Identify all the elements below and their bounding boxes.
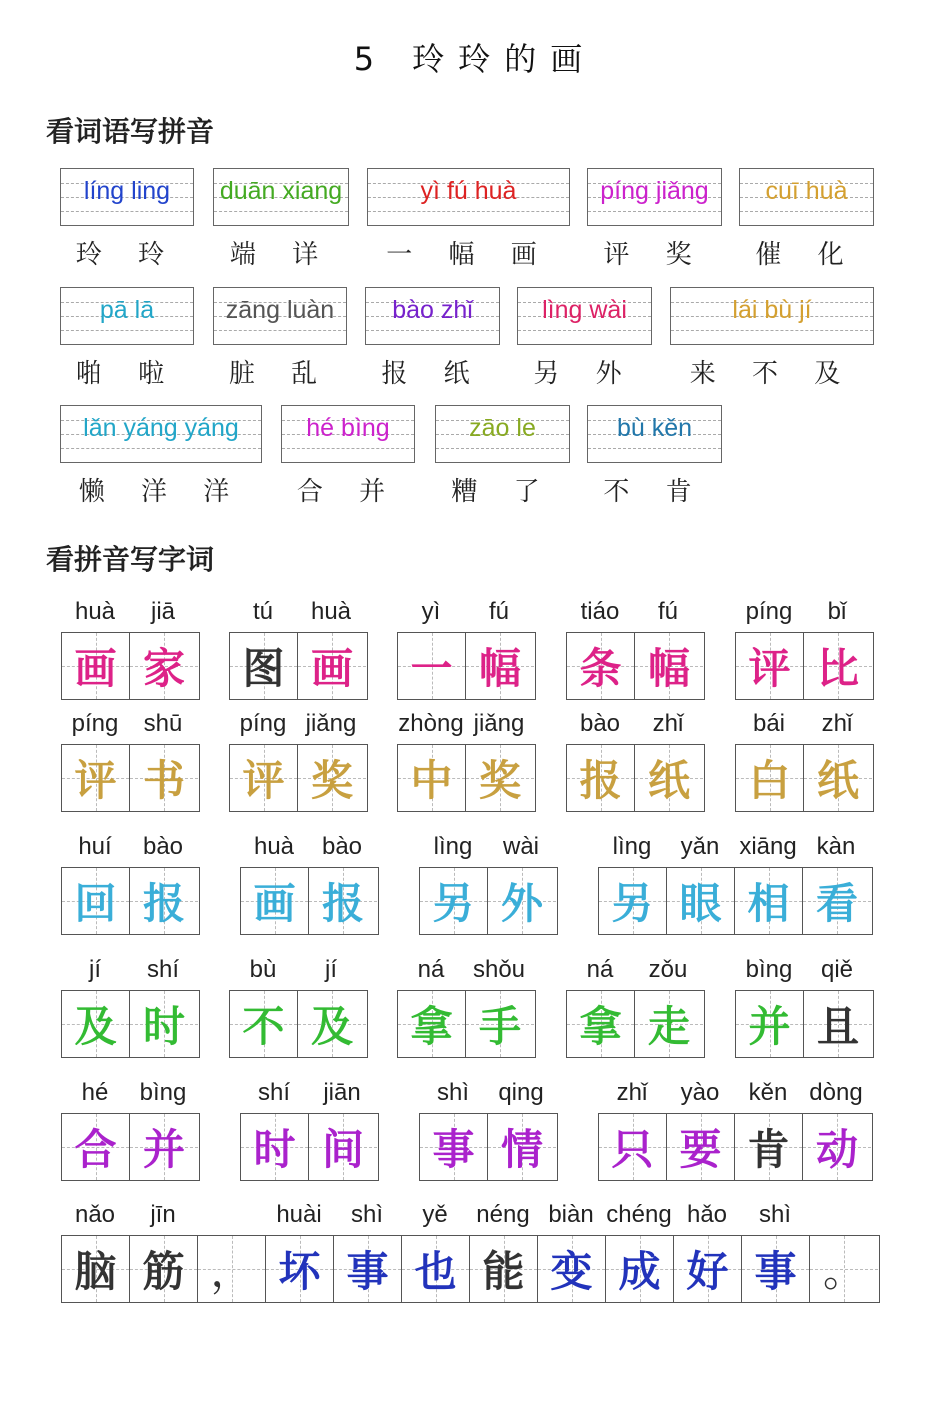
character-grid[interactable] xyxy=(229,632,368,700)
pinyin-answer-box[interactable] xyxy=(435,405,570,463)
written-character: 眼 xyxy=(679,879,722,928)
written-character: 脑 xyxy=(74,1247,117,1296)
character-cell[interactable] xyxy=(466,991,534,1057)
written-character: 家 xyxy=(142,644,185,693)
vocab-word: 另 外 xyxy=(533,359,636,389)
pinyin-answer-box[interactable] xyxy=(213,287,347,345)
pinyin-label: zhǐ xyxy=(821,710,853,737)
character-cell[interactable] xyxy=(230,633,298,699)
pinyin-answer: hé bìng xyxy=(306,414,390,442)
written-character: 并 xyxy=(142,1125,185,1174)
pinyin-answer: lìng wài xyxy=(542,296,627,324)
pinyin-answer: líng ling xyxy=(83,177,171,205)
pinyin-label: píng xyxy=(745,598,793,625)
pinyin-label: qiě xyxy=(820,956,854,983)
pinyin-answer-box[interactable] xyxy=(587,168,722,226)
written-character: ， xyxy=(210,1247,253,1296)
character-cell[interactable] xyxy=(736,633,804,699)
vocab-word: 来 不 及 xyxy=(689,359,855,389)
vocab-word: 催 化 xyxy=(755,240,858,270)
pinyin-answer: bù kěn xyxy=(616,414,693,442)
written-character: 情 xyxy=(500,1125,543,1174)
pinyin-answer: pā lā xyxy=(99,296,155,324)
character-grid[interactable] xyxy=(61,744,200,812)
written-character: 另 xyxy=(432,879,475,928)
pinyin-answer: bào zhǐ xyxy=(392,296,473,324)
character-cell[interactable] xyxy=(309,868,377,934)
written-character: 肯 xyxy=(747,1125,790,1174)
character-grid[interactable] xyxy=(61,632,200,700)
character-cell[interactable] xyxy=(398,745,466,811)
written-character: 画 xyxy=(253,879,296,928)
pinyin-answer: lái bù jí xyxy=(732,296,812,324)
pinyin-answer: píng jiǎng xyxy=(600,177,709,205)
pinyin-label: bù xyxy=(249,956,277,983)
character-cell[interactable] xyxy=(803,1114,871,1180)
pinyin-label: lìng xyxy=(433,833,473,860)
written-character: 奖 xyxy=(310,756,353,805)
character-cell[interactable] xyxy=(803,868,871,934)
character-grid[interactable] xyxy=(229,744,368,812)
character-grid[interactable] xyxy=(419,867,558,935)
written-character: 成 xyxy=(618,1247,661,1296)
character-cell[interactable] xyxy=(402,1236,470,1302)
section-heading-write-words: 看拼音写字词 xyxy=(46,543,215,576)
pinyin-answer-box[interactable] xyxy=(670,287,874,345)
written-character: 拿 xyxy=(579,1002,622,1051)
character-grid[interactable] xyxy=(61,1113,200,1181)
character-cell[interactable] xyxy=(130,633,198,699)
section-heading-read-words: 看词语写拼音 xyxy=(46,115,215,148)
character-cell[interactable] xyxy=(62,1114,130,1180)
character-grid[interactable] xyxy=(419,1113,558,1181)
character-cell[interactable] xyxy=(130,1114,198,1180)
character-grid[interactable] xyxy=(397,990,536,1058)
written-character: 变 xyxy=(550,1247,593,1296)
character-cell[interactable] xyxy=(635,991,703,1057)
written-character: 能 xyxy=(482,1247,525,1296)
written-character: 筋 xyxy=(142,1247,185,1296)
character-cell[interactable] xyxy=(420,868,488,934)
pinyin-label: nǎo xyxy=(74,1201,116,1228)
written-character: 合 xyxy=(74,1125,117,1174)
pinyin-label: yì xyxy=(421,598,441,625)
written-character: 报 xyxy=(142,879,185,928)
pinyin-label: dòng xyxy=(809,1079,863,1106)
written-character: 只 xyxy=(611,1125,654,1174)
pinyin-answer: zāng luàn xyxy=(225,296,335,324)
written-character: 也 xyxy=(414,1247,457,1296)
written-character: 间 xyxy=(321,1125,364,1174)
written-character: 报 xyxy=(579,756,622,805)
pinyin-label: huài xyxy=(276,1201,322,1228)
character-cell[interactable] xyxy=(567,991,635,1057)
written-character: 动 xyxy=(815,1125,858,1174)
character-grid[interactable] xyxy=(566,990,705,1058)
written-character: 好 xyxy=(686,1247,729,1296)
pinyin-label: bào xyxy=(142,833,184,860)
vocab-word: 一 幅 画 xyxy=(386,240,551,270)
vocab-word: 脏 乱 xyxy=(228,359,332,389)
character-cell[interactable] xyxy=(230,991,298,1057)
written-character: 时 xyxy=(253,1125,296,1174)
written-character: 坏 xyxy=(278,1247,321,1296)
pinyin-answer-box[interactable] xyxy=(587,405,722,463)
pinyin-label: shì xyxy=(758,1201,791,1228)
written-character: 奖 xyxy=(478,756,521,805)
vocab-word: 糟 了 xyxy=(451,477,554,507)
character-cell[interactable] xyxy=(635,745,703,811)
character-cell[interactable] xyxy=(398,991,466,1057)
written-character: 要 xyxy=(679,1125,722,1174)
character-cell[interactable] xyxy=(62,991,130,1057)
character-cell[interactable] xyxy=(567,633,635,699)
character-cell[interactable] xyxy=(62,745,130,811)
vocab-word: 报 纸 xyxy=(381,359,484,389)
written-character: 图 xyxy=(242,644,285,693)
pinyin-answer-box[interactable] xyxy=(281,405,415,463)
pinyin-label: yào xyxy=(680,1079,720,1106)
character-grid[interactable] xyxy=(240,1113,379,1181)
pinyin-answer: lǎn yáng yáng xyxy=(83,414,239,442)
character-cell[interactable] xyxy=(130,991,198,1057)
pinyin-label: huà xyxy=(310,598,352,625)
pinyin-label: yǎn xyxy=(680,833,720,860)
page-title: 5 玲玲的画 xyxy=(353,40,597,78)
pinyin-label: ná xyxy=(586,956,614,983)
pinyin-label: biàn xyxy=(548,1201,594,1228)
written-character: 走 xyxy=(647,1002,690,1051)
character-cell[interactable] xyxy=(130,868,198,934)
character-cell[interactable] xyxy=(230,745,298,811)
written-character: 画 xyxy=(74,644,117,693)
character-cell[interactable] xyxy=(667,868,735,934)
pinyin-label: fú xyxy=(657,598,678,625)
pinyin-label: zǒu xyxy=(648,956,688,983)
pinyin-label: wài xyxy=(502,833,539,860)
written-character: 另 xyxy=(611,879,654,928)
written-character: 评 xyxy=(748,644,791,693)
character-cell[interactable] xyxy=(804,633,872,699)
written-character: 事 xyxy=(754,1247,797,1296)
written-character: 评 xyxy=(74,756,117,805)
pinyin-label: zhǐ xyxy=(616,1079,648,1106)
written-character: 纸 xyxy=(647,756,690,805)
character-grid[interactable] xyxy=(566,632,705,700)
pinyin-label: ná xyxy=(417,956,445,983)
character-cell[interactable] xyxy=(804,991,872,1057)
written-character: 一 xyxy=(410,644,453,693)
written-character: 纸 xyxy=(816,756,859,805)
pinyin-answer: cuī huà xyxy=(765,177,848,205)
pinyin-label: huí xyxy=(78,833,112,860)
written-character: 并 xyxy=(748,1002,791,1051)
character-cell[interactable] xyxy=(62,868,130,934)
character-cell[interactable] xyxy=(298,745,366,811)
character-cell[interactable] xyxy=(334,1236,402,1302)
character-cell[interactable] xyxy=(810,1236,878,1302)
written-character: 比 xyxy=(816,644,859,693)
pinyin-label: shǒu xyxy=(472,956,526,983)
written-character: 拿 xyxy=(410,1002,453,1051)
pinyin-label: shí xyxy=(146,956,179,983)
character-cell[interactable] xyxy=(538,1236,606,1302)
character-grid[interactable] xyxy=(566,744,705,812)
pinyin-label: qing xyxy=(498,1079,544,1106)
vocab-word: 懒 洋 洋 xyxy=(78,477,244,507)
pinyin-answer-box[interactable] xyxy=(739,168,874,226)
pinyin-label: shí xyxy=(257,1079,290,1106)
pinyin-label: jí xyxy=(89,956,101,983)
character-grid[interactable] xyxy=(735,632,874,700)
pinyin-label: píng xyxy=(239,710,287,737)
character-grid[interactable] xyxy=(397,632,536,700)
pinyin-label: xiāng xyxy=(739,833,797,860)
character-cell[interactable] xyxy=(62,1236,130,1302)
character-cell[interactable] xyxy=(130,1236,198,1302)
character-cell[interactable] xyxy=(466,633,534,699)
character-cell[interactable] xyxy=(599,1114,667,1180)
pinyin-label: jiān xyxy=(323,1079,361,1106)
pinyin-label: shì xyxy=(436,1079,469,1106)
written-character: 时 xyxy=(142,1002,185,1051)
written-character: 手 xyxy=(478,1002,521,1051)
pinyin-label: píng xyxy=(71,710,119,737)
character-cell[interactable] xyxy=(298,991,366,1057)
pinyin-answer: yì fú huà xyxy=(420,177,517,205)
character-cell[interactable] xyxy=(606,1236,674,1302)
pinyin-label: chéng xyxy=(606,1201,672,1228)
character-cell[interactable] xyxy=(62,633,130,699)
written-character: 回 xyxy=(74,879,117,928)
written-character: 及 xyxy=(74,1002,117,1051)
pinyin-answer: duān xiang xyxy=(219,177,343,205)
character-grid[interactable] xyxy=(229,990,368,1058)
pinyin-label: kěn xyxy=(748,1079,788,1106)
pinyin-label: fú xyxy=(488,598,509,625)
character-cell[interactable] xyxy=(599,868,667,934)
vocab-word: 玲 玲 xyxy=(75,240,179,270)
character-cell[interactable] xyxy=(735,868,803,934)
pinyin-answer-box[interactable] xyxy=(365,287,500,345)
character-cell[interactable] xyxy=(266,1236,334,1302)
written-character: 相 xyxy=(747,879,790,928)
written-character: 且 xyxy=(816,1002,859,1051)
pinyin-label: jiā xyxy=(150,598,175,625)
pinyin-label: tiáo xyxy=(580,598,620,625)
pinyin-label: zhòng xyxy=(398,710,464,737)
character-cell[interactable] xyxy=(742,1236,810,1302)
pinyin-answer-box[interactable] xyxy=(60,405,262,463)
character-grid[interactable] xyxy=(735,990,874,1058)
character-cell[interactable] xyxy=(488,868,556,934)
pinyin-label: bǐ xyxy=(827,598,847,625)
character-cell[interactable] xyxy=(736,745,804,811)
character-cell[interactable] xyxy=(567,745,635,811)
character-grid[interactable] xyxy=(397,744,536,812)
pinyin-label: lìng xyxy=(612,833,652,860)
character-grid[interactable] xyxy=(598,1113,873,1181)
pinyin-label: bái xyxy=(752,710,786,737)
character-cell[interactable] xyxy=(674,1236,742,1302)
vocab-word: 合 并 xyxy=(296,477,400,507)
pinyin-label: jiǎng xyxy=(305,710,357,737)
character-cell[interactable] xyxy=(667,1114,735,1180)
pinyin-label: hé xyxy=(81,1079,109,1106)
character-cell[interactable] xyxy=(298,633,366,699)
pinyin-label: bào xyxy=(579,710,621,737)
written-character: 中 xyxy=(410,756,453,805)
written-character: 外 xyxy=(500,879,543,928)
character-grid[interactable] xyxy=(61,867,200,935)
character-cell[interactable] xyxy=(309,1114,377,1180)
written-character: 事 xyxy=(432,1125,475,1174)
pinyin-label: bìng xyxy=(745,956,793,983)
character-grid[interactable] xyxy=(61,990,200,1058)
character-cell[interactable] xyxy=(130,745,198,811)
pinyin-answer-box[interactable] xyxy=(517,287,652,345)
vocab-word: 端 详 xyxy=(229,240,333,270)
character-grid[interactable] xyxy=(735,744,874,812)
written-character: 报 xyxy=(321,879,364,928)
written-character: 及 xyxy=(310,1002,353,1051)
pinyin-answer-box[interactable] xyxy=(367,168,570,226)
vocab-word: 啪 啦 xyxy=(75,359,179,389)
character-cell[interactable] xyxy=(466,745,534,811)
character-cell[interactable] xyxy=(804,745,872,811)
written-character: 不 xyxy=(242,1002,285,1051)
vocab-word: 评 奖 xyxy=(603,240,706,270)
character-cell[interactable] xyxy=(736,991,804,1057)
character-cell[interactable] xyxy=(470,1236,538,1302)
character-cell[interactable] xyxy=(198,1236,266,1302)
pinyin-label: jí xyxy=(325,956,337,983)
pinyin-answer: zāo le xyxy=(469,414,536,442)
character-cell[interactable] xyxy=(398,633,466,699)
character-grid[interactable] xyxy=(240,867,379,935)
pinyin-label: huà xyxy=(74,598,116,625)
written-character: 幅 xyxy=(647,644,690,693)
pinyin-label: jīn xyxy=(150,1201,176,1228)
pinyin-label: jiǎng xyxy=(473,710,525,737)
pinyin-label: yě xyxy=(422,1201,448,1228)
character-cell[interactable] xyxy=(420,1114,488,1180)
pinyin-label: néng xyxy=(476,1201,530,1228)
character-cell[interactable] xyxy=(488,1114,556,1180)
character-cell[interactable] xyxy=(635,633,703,699)
written-character: 评 xyxy=(242,756,285,805)
written-character: 白 xyxy=(748,756,791,805)
written-character: 幅 xyxy=(478,644,521,693)
character-grid[interactable] xyxy=(598,867,873,935)
written-character: 书 xyxy=(142,756,185,805)
written-character: 事 xyxy=(346,1247,389,1296)
pinyin-label: bào xyxy=(321,833,363,860)
character-cell[interactable] xyxy=(241,868,309,934)
pinyin-label: shū xyxy=(143,710,183,737)
written-character: 看 xyxy=(815,879,858,928)
pinyin-answer-box[interactable] xyxy=(60,168,194,226)
written-character: 。 xyxy=(822,1247,865,1296)
pinyin-label: huà xyxy=(253,833,295,860)
pinyin-answer-box[interactable] xyxy=(213,168,349,226)
character-grid[interactable] xyxy=(61,1235,880,1303)
written-character: 画 xyxy=(310,644,353,693)
pinyin-label: shì xyxy=(350,1201,383,1228)
pinyin-label: zhǐ xyxy=(652,710,684,737)
character-cell[interactable] xyxy=(241,1114,309,1180)
pinyin-label: kàn xyxy=(816,833,856,860)
pinyin-label: hǎo xyxy=(686,1201,728,1228)
pinyin-label: bìng xyxy=(139,1079,187,1106)
character-cell[interactable] xyxy=(735,1114,803,1180)
written-character: 条 xyxy=(579,644,622,693)
pinyin-label: tú xyxy=(252,598,273,625)
vocab-word: 不 肯 xyxy=(603,477,706,507)
pinyin-answer-box[interactable] xyxy=(60,287,194,345)
